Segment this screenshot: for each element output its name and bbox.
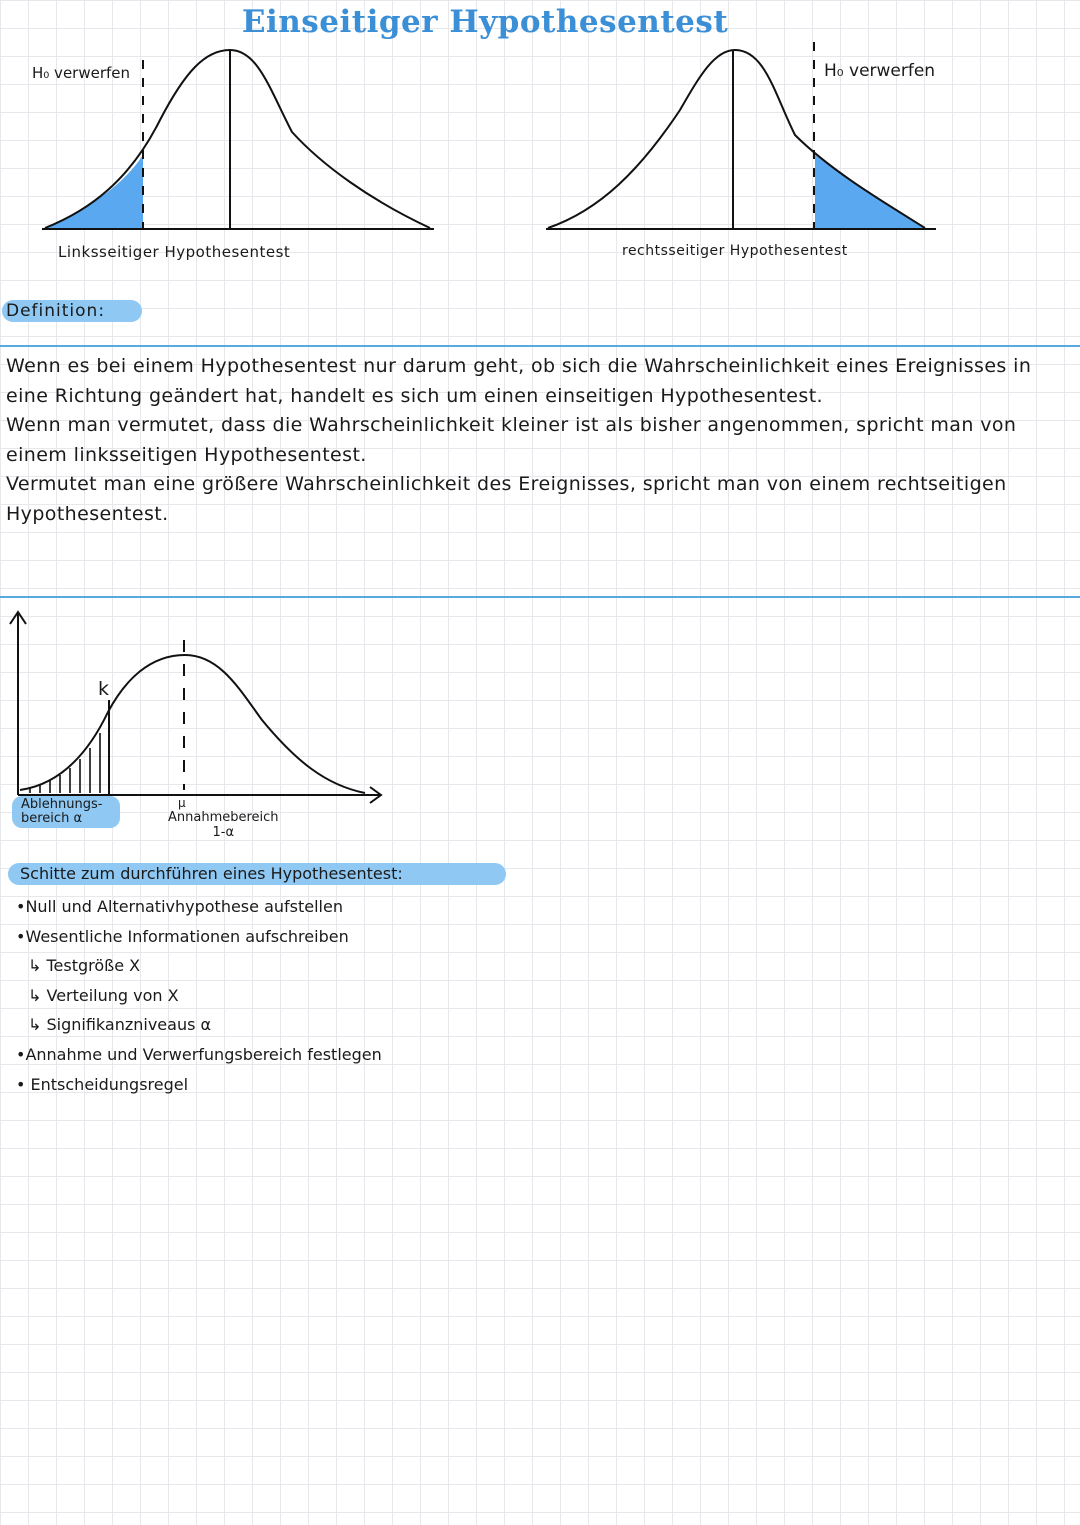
definition-bottom-rule [0,596,1080,598]
right-reject-annotation: H₀ verwerfen [824,61,936,81]
step-item: •Null und Alternativhypothese aufstellen [16,897,343,916]
step-item: •Annahme und Verwerfungsbereich festlegen [16,1044,382,1064]
steps-list [16,892,382,1099]
rejection-label-line-1: Ablehnungs- [21,797,103,812]
left-reject-annotation: H₀ verwerfen [32,64,131,82]
definition-paragraph-1: Wenn es bei einem Hypothesentest nur darum geht, ob sich die Wahrscheinlichkeit eines Ereignisses in eine Richtung geändert hat, handelt es sich um einen einseitigen Hypothesentest. [6,355,1032,407]
rejection-region-label [12,796,120,828]
acceptance-label-line-1: Annahmebereich [168,810,279,825]
step-item: • Entscheidungsregel [16,1074,189,1094]
definition-top-rule [0,345,1080,347]
rejection-label-line-2: bereich α [21,811,83,826]
step-item: •Wesentliche Informationen aufschreiben [16,926,349,946]
bottom-curve [20,655,365,793]
left-shaded-tail [45,155,143,228]
mu-label: μ [178,796,186,810]
right-graph-caption: rechtsseitiger Hypothesentest [622,243,848,259]
rejection-hatching [30,733,100,793]
acceptance-region-label [168,810,279,840]
definition-paragraph-2: Wenn man vermutet, dass die Wahrscheinlichkeit kleiner ist als bisher angenommen, spricht man von einem linksseitigen Hypothesentest. [6,414,1017,466]
steps-label: Schitte zum durchführen eines Hypothesentest: [8,863,506,885]
acceptance-label-line-2: 1-α [212,825,235,840]
step-subitem: ↳ Signifikanzniveaus α [28,1015,212,1035]
step-subitem: ↳ Testgröße X [28,956,141,976]
k-label: k [98,678,110,700]
step-subitem: ↳ Verteilung von X [28,985,179,1005]
definition-paragraph-3: Vermutet man eine größere Wahrscheinlichkeit des Ereignisses, spricht man von einem rechtseitigen Hypothesentest. [6,473,1007,525]
page-title: Einseitiger Hypothesentest [241,4,729,40]
rejection-region-graph [10,612,381,803]
definition-label: Definition: [2,300,142,322]
left-graph-caption: Linksseitiger Hypothesentest [58,243,291,261]
definition-text [6,352,1066,530]
